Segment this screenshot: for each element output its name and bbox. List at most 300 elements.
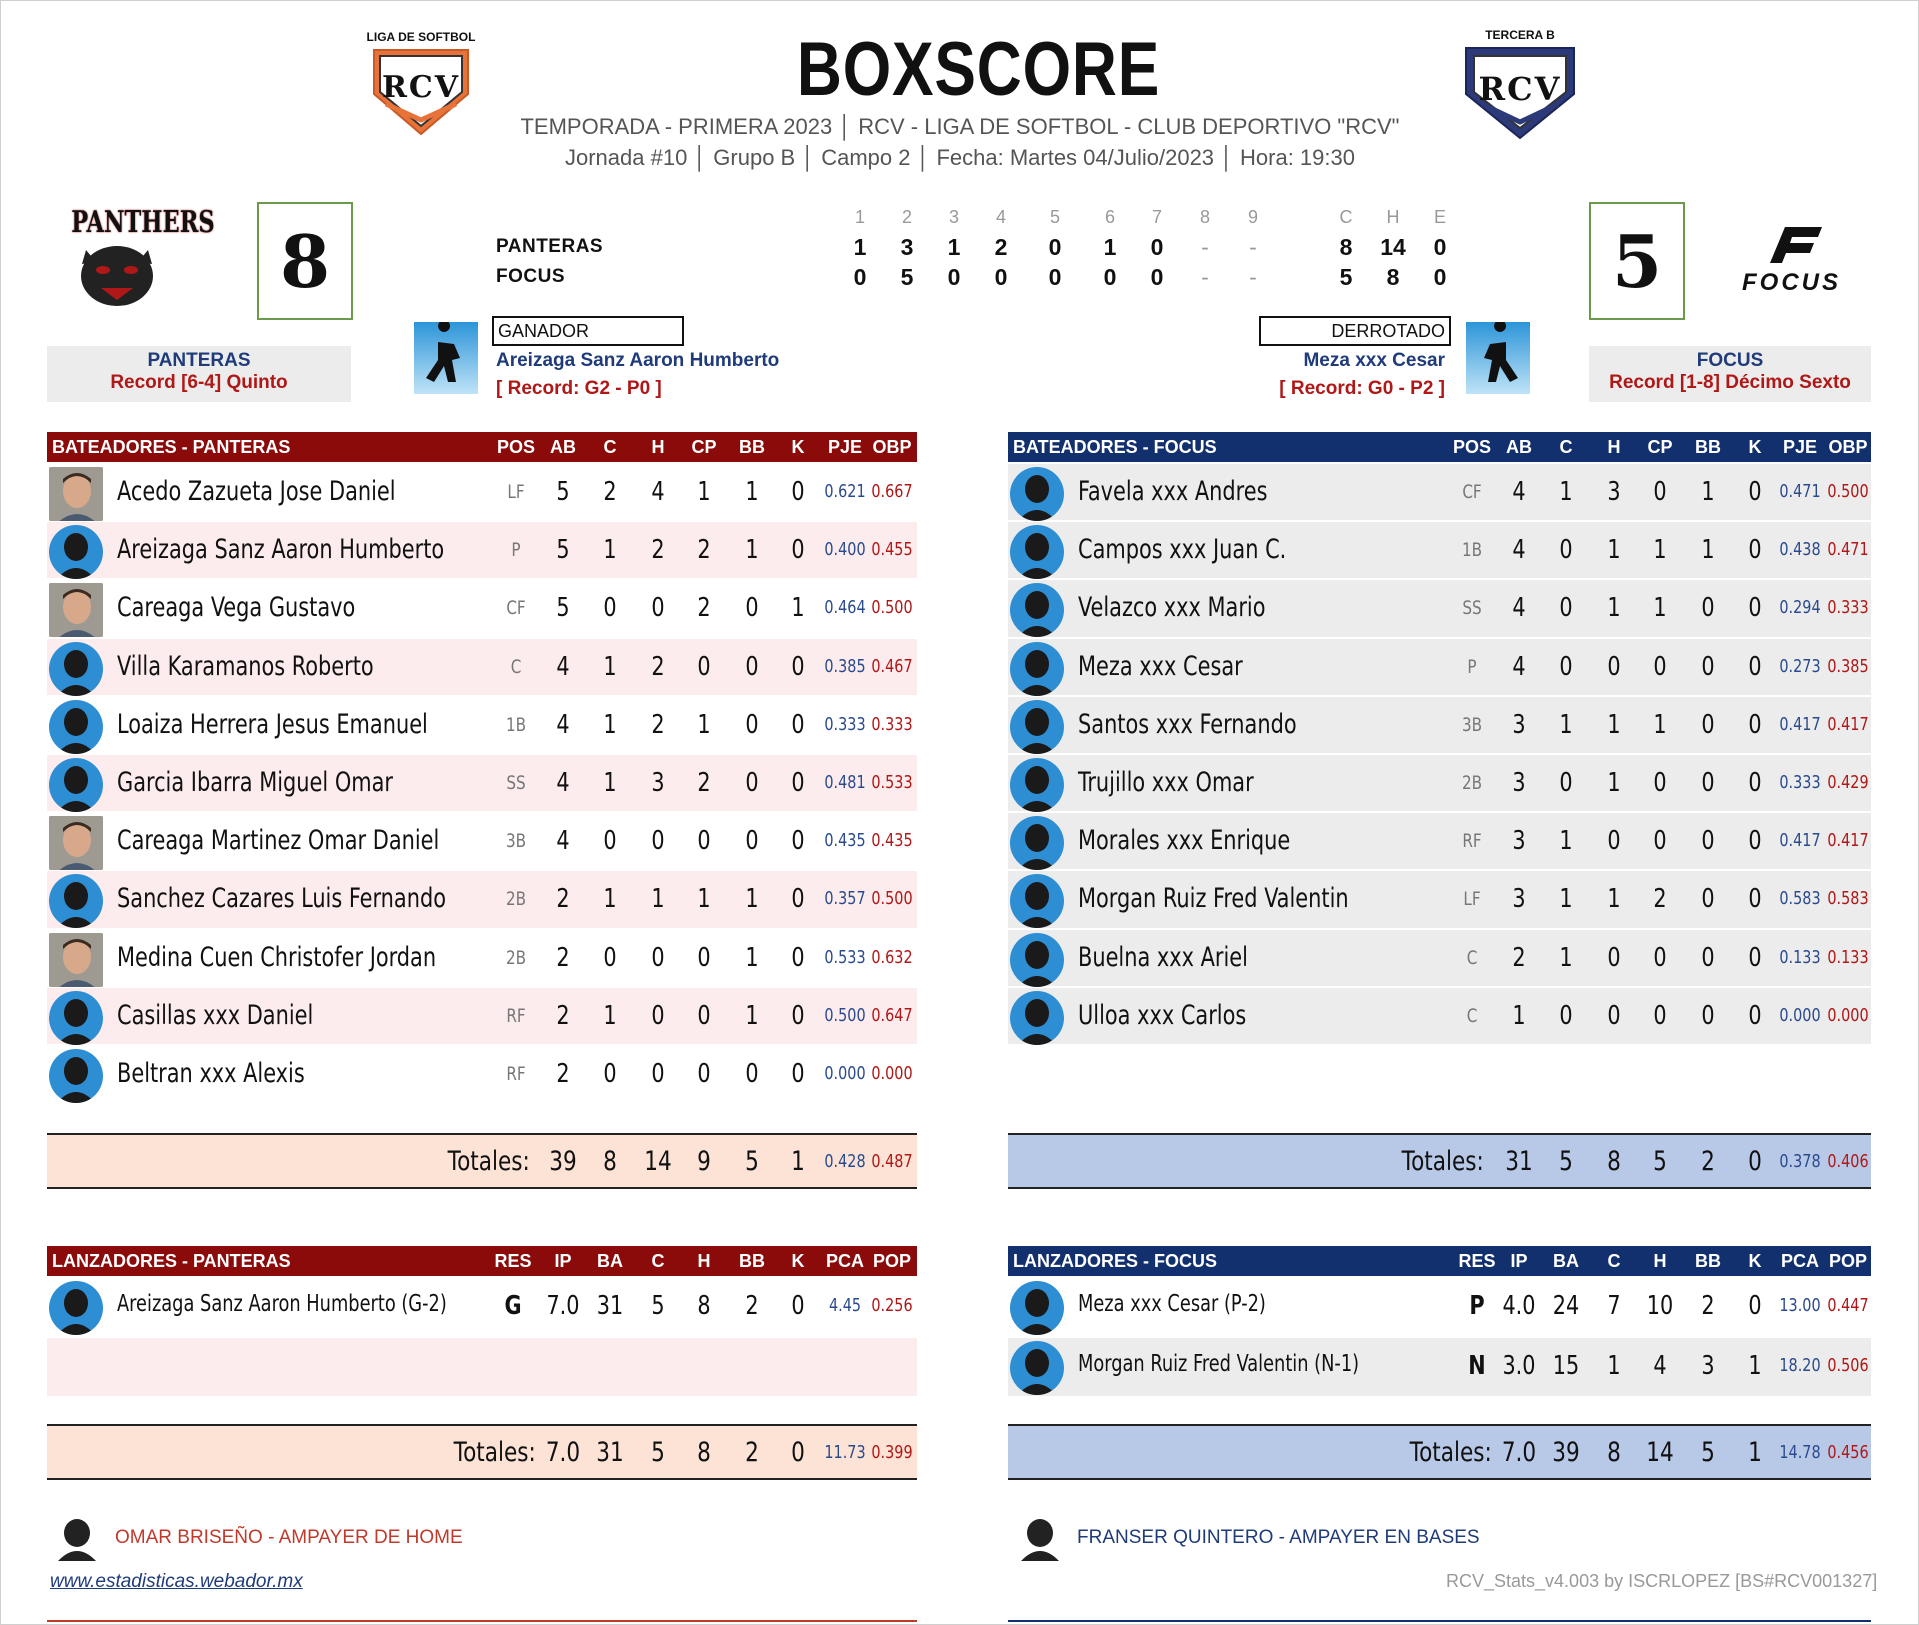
column-header-bb: BB [1695, 1251, 1721, 1271]
focus-logo-text: FOCUS [1742, 269, 1841, 296]
stat-bb: 0 [1701, 1000, 1715, 1031]
stat-obp: 0.417 [1827, 713, 1869, 735]
inning-score: - [1249, 264, 1257, 290]
stat-pos: P [1467, 655, 1477, 678]
stat-k: 0 [1748, 477, 1762, 507]
stat-pos: 1B [1461, 539, 1483, 562]
total-h: 14 [1646, 1437, 1674, 1468]
column-header-bb: BB [739, 1251, 765, 1271]
table-row-empty [47, 1338, 917, 1396]
stat-ab: 5 [556, 477, 570, 507]
stat-bb: 0 [745, 593, 759, 624]
stat-c: 0 [603, 1059, 617, 1089]
stat-c: 1 [603, 884, 617, 915]
stat-ab: 3 [1512, 768, 1526, 798]
winning-pitcher-icon [414, 322, 478, 394]
page-title: BOXSCORE [796, 27, 1161, 112]
player-name: Morgan Ruiz Fred Valentin [1078, 883, 1349, 915]
stat-bb: 1 [1701, 535, 1715, 566]
stat-k: 0 [1748, 535, 1762, 566]
stat-obp: 0.583 [1827, 888, 1869, 910]
stat-obp: 0.435 [871, 830, 913, 852]
table-row [47, 522, 917, 578]
stat-bb: 0 [1701, 593, 1715, 624]
table-row [47, 755, 917, 811]
stat-obp: 0.385 [1827, 655, 1869, 677]
stat-pje: 0.133 [1779, 946, 1821, 968]
inning-score: 0 [994, 264, 1008, 290]
linescore-total: 14 [1380, 234, 1406, 260]
division-logo-text: RCV [1478, 70, 1562, 108]
pitching-home-header [47, 1246, 917, 1276]
stat-ab: 2 [556, 884, 570, 915]
stat-h: 4 [1653, 1351, 1667, 1381]
total-pop: 0.399 [871, 1442, 913, 1463]
stat-k: 1 [791, 593, 805, 624]
stat-pje: 0.621 [824, 481, 866, 502]
stat-k: 0 [1748, 942, 1762, 973]
stat-cp: 2 [697, 535, 711, 566]
player-avatar-icon [49, 874, 103, 928]
column-header-ab: AB [1506, 437, 1532, 457]
column-header-k: K [1748, 437, 1762, 457]
table-row [47, 1046, 917, 1102]
stat-ab: 4 [556, 709, 570, 740]
inning-score: 2 [994, 234, 1008, 260]
stat-bb: 0 [745, 651, 759, 682]
stat-pje: 0.294 [1779, 597, 1821, 619]
stat-cp: 0 [1653, 768, 1667, 798]
stat-c: 1 [603, 651, 617, 682]
stat-bb: 1 [1701, 477, 1715, 507]
stat-h: 1 [1607, 768, 1621, 798]
stat-pje: 0.385 [824, 655, 866, 677]
stat-k: 0 [791, 535, 805, 566]
total-bb: 2 [745, 1437, 759, 1468]
stat-c: 5 [651, 1291, 665, 1321]
panthers-logo-text: PANTHERS [71, 205, 215, 240]
totals-label: Totales: [447, 1146, 530, 1177]
player-name: Trujillo xxx Omar [1078, 767, 1254, 798]
stat-pos: SS [506, 772, 526, 794]
stat-obp: 0.333 [871, 713, 913, 735]
total-bb: 5 [745, 1146, 759, 1177]
footer-divider-left [47, 1620, 917, 1622]
away-record-box [1589, 346, 1871, 402]
stat-c: 0 [1559, 651, 1573, 682]
linescore-total: 0 [1433, 234, 1447, 260]
stat-pje: 0.435 [824, 830, 866, 852]
stat-pje: 0.000 [824, 1063, 866, 1084]
stat-ab: 5 [556, 593, 570, 624]
stat-bb: 0 [1701, 826, 1715, 857]
table-row [47, 813, 917, 869]
umpire-home: OMAR BRISEÑO - AMPAYER DE HOME [115, 1527, 463, 1548]
division-logo-caption: TERCERA B [1485, 28, 1555, 42]
column-header-pop: POP [872, 1251, 911, 1271]
stat-k: 0 [1748, 651, 1762, 682]
stat-h: 8 [697, 1291, 711, 1321]
total-pje: 0.378 [1779, 1151, 1821, 1172]
stat-pos: 2B [505, 888, 527, 911]
total-c: 5 [651, 1437, 665, 1468]
table-row [47, 871, 917, 927]
table-row [1008, 871, 1871, 927]
stat-pop: 0.506 [1827, 1355, 1869, 1376]
player-avatar-icon [49, 700, 103, 754]
column-header-ba: BA [1553, 1251, 1579, 1271]
stat-cp: 0 [697, 1059, 711, 1089]
table-row [1008, 522, 1871, 578]
column-header-c: C [651, 1251, 665, 1271]
table-row [47, 464, 917, 520]
stat-c: 0 [603, 826, 617, 857]
table-row [47, 697, 917, 753]
stat-h: 3 [1607, 477, 1621, 507]
player-avatar-icon [49, 758, 103, 812]
stat-pje: 0.417 [1779, 830, 1821, 852]
inning-score: 0 [1048, 264, 1062, 290]
totals-row [1008, 1424, 1871, 1480]
column-header-ip: IP [554, 1251, 572, 1271]
total-ip: 7.0 [1501, 1437, 1537, 1468]
inning-score: 0 [1048, 234, 1062, 260]
total-ba: 31 [596, 1437, 624, 1468]
totals-row [47, 1424, 917, 1480]
stat-cp: 2 [1653, 884, 1667, 915]
stat-h: 2 [651, 651, 665, 682]
stat-ab: 2 [556, 1000, 570, 1031]
stat-c: 1 [603, 535, 617, 566]
table-row [47, 580, 917, 636]
total-k: 1 [1748, 1437, 1762, 1468]
inning-score: 0 [1103, 264, 1117, 290]
stat-ab: 2 [1512, 942, 1526, 973]
stat-pos: RF [1462, 830, 1482, 853]
linescore-total: 8 [1339, 234, 1353, 260]
player-avatar-icon [49, 991, 103, 1045]
stat-h: 0 [651, 826, 665, 857]
total-ba: 39 [1552, 1437, 1580, 1468]
stat-obp: 0.500 [1827, 481, 1869, 502]
stat-k: 1 [1748, 1351, 1762, 1381]
total-pca: 14.78 [1779, 1442, 1821, 1463]
stat-pos: RF [506, 1004, 526, 1027]
focus-logo [1740, 225, 1860, 295]
player-avatar-icon [49, 642, 103, 696]
batting-home-header [47, 432, 917, 462]
stat-c: 0 [1559, 768, 1573, 798]
stat-bb: 0 [1701, 884, 1715, 915]
stat-bb: 1 [745, 942, 759, 973]
player-avatar-icon [49, 525, 103, 579]
umpire-bases: FRANSER QUINTERO - AMPAYER EN BASES [1077, 1527, 1480, 1548]
stat-pje: 0.533 [824, 946, 866, 968]
total-h: 8 [1607, 1146, 1621, 1177]
player-name: Villa Karamanos Roberto [117, 650, 374, 682]
total-k: 0 [791, 1437, 805, 1468]
stat-res: G [504, 1291, 522, 1321]
stat-cp: 1 [697, 709, 711, 740]
player-photo [49, 467, 103, 521]
column-header-cp: CP [1647, 437, 1673, 457]
player-avatar-icon [1010, 874, 1064, 928]
table-row [1008, 464, 1871, 520]
inning-header: 6 [1104, 207, 1115, 227]
stat-k: 0 [791, 884, 805, 915]
loser-label: DERROTADO [1259, 316, 1451, 346]
player-name: Medina Cuen Christofer Jordan [117, 941, 437, 973]
player-name: Careaga Martinez Omar Daniel [117, 825, 440, 857]
stat-cp: 0 [697, 826, 711, 857]
stat-bb: 0 [745, 768, 759, 798]
player-name: Campos xxx Juan C. [1078, 534, 1287, 566]
home-score: 8 [257, 202, 353, 320]
stat-c: 0 [1559, 1000, 1573, 1031]
stat-k: 0 [791, 942, 805, 973]
stat-pje: 0.481 [824, 772, 866, 793]
player-avatar-icon [1010, 583, 1064, 637]
inning-score: 1 [853, 234, 867, 260]
total-c: 8 [603, 1146, 617, 1177]
stat-h: 2 [651, 709, 665, 740]
stat-ab: 4 [556, 826, 570, 857]
column-header-res: RES [1458, 1251, 1496, 1271]
total-h: 8 [697, 1437, 711, 1468]
linescore-total: 5 [1339, 264, 1353, 290]
stat-bb: 1 [745, 1000, 759, 1031]
total-obp: 0.487 [871, 1151, 913, 1172]
inning-header: 2 [901, 207, 912, 227]
stat-pos: C [510, 655, 522, 678]
stat-h: 3 [651, 768, 665, 798]
table-row [1008, 813, 1871, 869]
stat-pos: C [1466, 1004, 1478, 1027]
stat-bb: 0 [1701, 651, 1715, 682]
player-avatar-icon [1010, 758, 1064, 812]
column-header-h: H [651, 437, 665, 457]
inning-score: 0 [1150, 264, 1164, 290]
stat-obp: 0.467 [871, 655, 913, 677]
stat-pje: 0.400 [824, 539, 866, 561]
column-header-obp: OBP [1828, 437, 1868, 457]
table-row [1008, 988, 1871, 1044]
stat-ab: 4 [556, 651, 570, 682]
player-name: Beltran xxx Alexis [117, 1058, 305, 1089]
column-header-c: C [603, 437, 617, 457]
stat-bb: 0 [745, 826, 759, 857]
winner-label: GANADOR [492, 316, 684, 346]
player-photo [49, 583, 103, 637]
inning-score: 1 [947, 234, 961, 260]
stat-cp: 2 [697, 593, 711, 624]
stat-pje: 0.417 [1779, 713, 1821, 735]
stat-pje: 0.471 [1779, 481, 1821, 502]
player-avatar-icon [1010, 1281, 1064, 1335]
total-cp: 5 [1653, 1146, 1667, 1177]
footer-website-link[interactable]: www.estadisticas.webador.mx [50, 1571, 303, 1592]
column-header-c: C [1607, 1251, 1621, 1271]
stat-ab: 4 [1512, 535, 1526, 566]
total-c: 5 [1559, 1146, 1573, 1177]
stat-cp: 1 [1653, 709, 1667, 740]
stat-h: 1 [1607, 535, 1621, 566]
player-name: Morgan Ruiz Fred Valentin (N-1) [1078, 1351, 1360, 1377]
linescore-total-header: C [1339, 207, 1353, 227]
stat-cp: 0 [697, 942, 711, 973]
stat-obp: 0.632 [871, 946, 913, 968]
player-name: Garcia Ibarra Miguel Omar [117, 767, 394, 798]
player-avatar-icon [1010, 991, 1064, 1045]
stat-h: 1 [651, 884, 665, 915]
home-team-name: PANTERAS [147, 350, 251, 371]
stat-k: 0 [791, 1059, 805, 1089]
stat-c: 1 [1559, 477, 1573, 507]
stat-pos: CF [506, 597, 526, 620]
stat-obp: 0.647 [871, 1004, 913, 1026]
stat-cp: 1 [697, 884, 711, 915]
table-title: BATEADORES - PANTERAS [52, 436, 291, 457]
total-k: 1 [791, 1146, 805, 1177]
stat-c: 1 [1559, 709, 1573, 740]
player-avatar-icon [49, 1049, 103, 1103]
column-header-pos: POS [496, 437, 535, 457]
player-name: Velazco xxx Mario [1078, 592, 1266, 624]
player-name: Meza xxx Cesar (P-2) [1078, 1291, 1266, 1317]
linescore-team-home: PANTERAS [496, 236, 604, 257]
stat-pop: 0.256 [871, 1295, 913, 1316]
inning-score: 0 [853, 264, 867, 290]
stat-c: 1 [1559, 826, 1573, 857]
loser-name: Meza xxx Cesar [1303, 350, 1445, 371]
total-c: 8 [1607, 1437, 1621, 1468]
column-header-pop: POP [1828, 1251, 1867, 1271]
column-header-bb: BB [1695, 437, 1721, 457]
stat-cp: 2 [697, 768, 711, 798]
stat-h: 0 [1607, 651, 1621, 682]
totals-label: Totales: [453, 1437, 536, 1468]
inning-score: - [1201, 264, 1209, 290]
column-header-h: H [697, 1251, 711, 1271]
player-name: Sanchez Cazares Luis Fernando [117, 883, 447, 915]
total-pje: 0.428 [824, 1151, 866, 1172]
stat-bb: 0 [745, 709, 759, 740]
stat-pos: LF [1463, 888, 1481, 911]
stat-pos: C [1466, 946, 1478, 969]
inning-score: - [1201, 234, 1209, 260]
column-header-k: K [791, 437, 805, 457]
player-photo [49, 816, 103, 870]
linescore-total: 0 [1433, 264, 1447, 290]
linescore-total: 8 [1386, 264, 1400, 290]
inning-score: 1 [1103, 234, 1117, 260]
total-h: 14 [644, 1146, 672, 1177]
league-logo-caption: LIGA DE SOFTBOL [366, 30, 476, 44]
stat-c: 0 [1559, 535, 1573, 566]
stat-obp: 0.429 [1827, 772, 1869, 793]
stat-h: 0 [651, 593, 665, 624]
player-name: Buelna xxx Ariel [1078, 941, 1248, 973]
column-header-res: RES [494, 1251, 532, 1271]
stat-k: 0 [791, 651, 805, 682]
home-record-box [47, 346, 351, 402]
stat-k: 0 [791, 709, 805, 740]
column-header-cp: CP [691, 437, 717, 457]
stat-h: 1 [1607, 709, 1621, 740]
stat-cp: 0 [1653, 651, 1667, 682]
stat-c: 1 [603, 709, 617, 740]
stat-cp: 0 [697, 1000, 711, 1031]
stat-obp: 0.133 [1827, 946, 1869, 968]
stat-res: N [1468, 1351, 1486, 1381]
stat-pop: 0.447 [1827, 1295, 1869, 1316]
player-name: Acedo Zazueta Jose Daniel [117, 476, 396, 507]
stat-cp: 0 [1653, 1000, 1667, 1031]
stat-ab: 2 [556, 1059, 570, 1089]
stat-h: 0 [651, 1000, 665, 1031]
stat-h: 1 [1607, 884, 1621, 915]
table-row [47, 1278, 917, 1336]
away-score: 5 [1589, 202, 1685, 320]
column-header-pje: PJE [1782, 437, 1818, 457]
stat-k: 0 [791, 477, 805, 507]
player-avatar-icon [1010, 700, 1064, 754]
stat-ab: 3 [1512, 826, 1526, 857]
column-header-pca: PCA [825, 1251, 864, 1271]
stat-pos: CF [1462, 481, 1482, 503]
inning-score: 0 [947, 264, 961, 290]
stat-bb: 0 [1701, 709, 1715, 740]
totals-row [1008, 1133, 1871, 1189]
stat-obp: 0.500 [871, 597, 913, 619]
total-bb: 2 [1701, 1146, 1715, 1177]
stat-pje: 0.333 [1779, 772, 1821, 793]
total-bb: 5 [1701, 1437, 1715, 1468]
stat-ab: 1 [1512, 1000, 1526, 1031]
stat-obp: 0.000 [871, 1063, 913, 1084]
stat-ip: 7.0 [546, 1291, 580, 1321]
stat-k: 0 [1748, 884, 1762, 915]
column-header-h: H [1607, 437, 1621, 457]
stat-pos: 3B [1461, 713, 1483, 736]
inning-header: 7 [1151, 207, 1162, 227]
stat-cp: 1 [697, 477, 711, 507]
stat-ab: 4 [1512, 593, 1526, 624]
stat-obp: 0.500 [871, 888, 913, 910]
inning-header: 5 [1049, 207, 1060, 227]
column-header-k: K [791, 1251, 805, 1271]
stat-ba: 31 [596, 1291, 624, 1321]
stat-ip: 4.0 [1502, 1291, 1536, 1321]
stat-bb: 0 [745, 1059, 759, 1089]
linescore-team-away: FOCUS [496, 266, 565, 287]
total-ab: 39 [549, 1146, 577, 1177]
stat-bb: 3 [1701, 1351, 1715, 1381]
table-row [1008, 930, 1871, 986]
stat-h: 0 [651, 1059, 665, 1089]
stat-c: 1 [603, 768, 617, 798]
inning-header: 1 [854, 207, 865, 227]
season-line: TEMPORADA - PRIMERA 2023 │ RCV - LIGA DE SOFTBOL - CLUB DEPORTIVO "RCV" [520, 114, 1400, 139]
linescore-total-header: E [1433, 207, 1446, 227]
stat-pca: 18.20 [1779, 1355, 1821, 1376]
stat-h: 0 [1607, 1000, 1621, 1031]
stat-k: 0 [791, 826, 805, 857]
column-header-ab: AB [550, 437, 576, 457]
stat-bb: 2 [1701, 1291, 1715, 1321]
inning-score: 5 [900, 264, 914, 290]
stat-c: 1 [1607, 1351, 1621, 1381]
